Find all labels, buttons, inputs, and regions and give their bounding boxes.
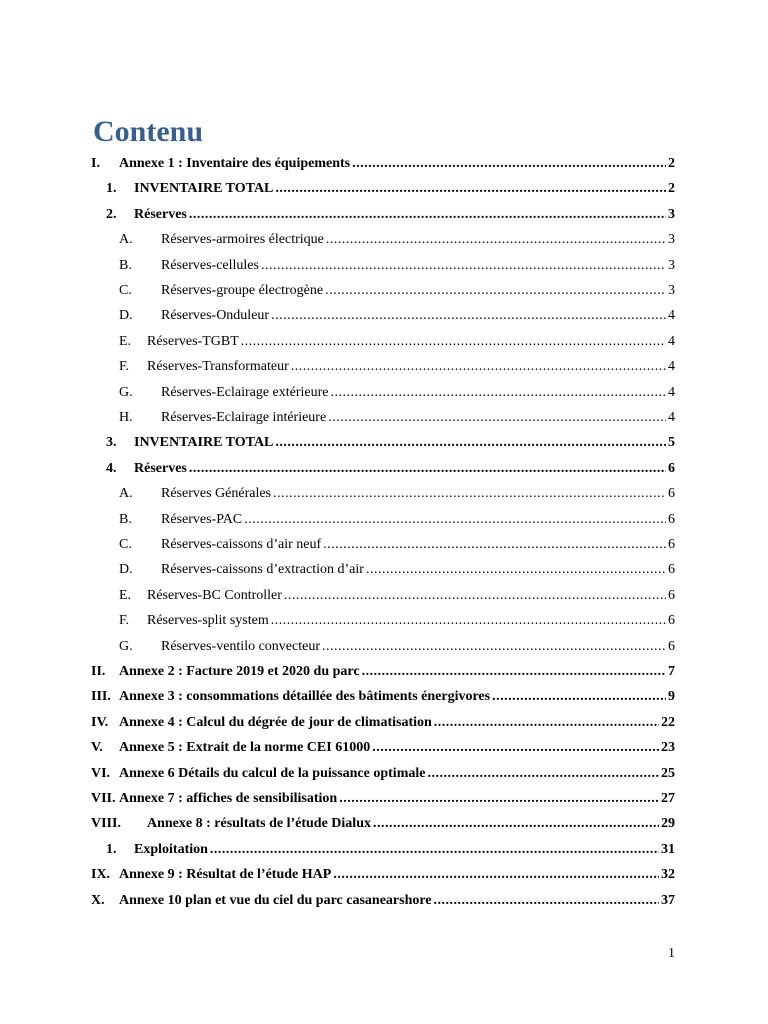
toc-entry-label: Réserves-caissons d’air neuf	[161, 537, 322, 552]
toc-entry-page: 25	[661, 765, 675, 781]
toc-entry[interactable]	[119, 352, 675, 376]
toc-entry-page: 2	[668, 156, 675, 171]
toc-entry-page: 2	[668, 181, 675, 197]
toc-entry[interactable]	[119, 403, 675, 427]
toc-entry-label: Annexe 7 : affiches de sensibilisation	[119, 791, 338, 806]
toc-entry-label: Annexe 10 plan et vue du ciel du parc casanearshore	[119, 892, 432, 908]
toc-dot-leader	[210, 841, 659, 859]
toc-dot-leader	[271, 612, 666, 630]
toc-entry-number: 3.	[106, 435, 117, 451]
toc-entry-number: G.	[119, 384, 133, 400]
toc-dot-leader	[261, 257, 666, 275]
toc-entry-number: F.	[119, 359, 130, 375]
toc-dot-leader	[366, 561, 666, 579]
toc-entry-number: 1.	[106, 841, 117, 857]
toc-entry-page: 7	[668, 664, 675, 679]
toc-entry[interactable]	[106, 454, 675, 478]
toc-entry-number: VII.	[91, 791, 116, 806]
toc-entry[interactable]	[119, 555, 675, 579]
toc-entry[interactable]	[91, 682, 675, 706]
toc-entry[interactable]	[91, 759, 675, 783]
toc-entry[interactable]	[91, 733, 675, 757]
toc-entry[interactable]	[91, 860, 675, 884]
toc-entry-label: Réserves-BC Controller	[147, 587, 282, 603]
toc-entry-page: 6	[668, 613, 675, 629]
toc-entry-number: D.	[119, 562, 133, 578]
toc-entry-label: Réserves Générales	[161, 486, 272, 502]
toc-entry-page: 6	[668, 537, 675, 552]
toc-entry-page: 6	[668, 460, 675, 476]
toc-entry-label: Exploitation	[134, 841, 208, 857]
toc-entry-number: F.	[119, 613, 130, 629]
toc-entry-label: Annexe 4 : Calcul du dégrée de jour de climatisation	[119, 714, 432, 730]
toc-entry-page: 4	[668, 410, 675, 425]
toc-entry[interactable]	[91, 809, 675, 833]
toc-entry[interactable]	[119, 327, 675, 351]
toc-entry[interactable]	[119, 632, 675, 656]
toc-entry[interactable]	[119, 606, 675, 630]
toc-entry[interactable]	[106, 835, 675, 859]
toc-dot-leader	[373, 815, 659, 833]
toc-entry-number: VI.	[91, 765, 111, 781]
toc-entry-label: Réserves-Eclairage intérieure	[161, 410, 327, 425]
toc-entry[interactable]	[119, 530, 675, 554]
toc-entry-label: INVENTAIRE TOTAL	[134, 435, 274, 451]
toc-dot-leader	[434, 714, 659, 732]
toc-entry[interactable]	[119, 378, 675, 402]
toc-entry[interactable]	[106, 428, 675, 452]
toc-entry-number: C.	[119, 537, 132, 552]
toc-dot-leader	[271, 307, 666, 325]
toc-entry-number: C.	[119, 283, 132, 298]
document-heading: Contenu	[93, 115, 204, 148]
toc-entry-page: 32	[661, 867, 675, 883]
toc-dot-leader	[328, 409, 666, 427]
toc-entry-number: VIII.	[91, 816, 121, 832]
toc-entry-number: 2.	[106, 206, 117, 222]
toc-entry[interactable]	[119, 581, 675, 605]
toc-entry-page: 4	[668, 308, 675, 324]
toc-entry-number: 1.	[106, 181, 117, 197]
toc-dot-leader	[273, 485, 666, 503]
toc-entry-label: Réserves-Onduleur	[161, 308, 270, 324]
toc-entry-number: A.	[119, 486, 133, 502]
toc-dot-leader	[284, 587, 666, 605]
toc-entry-number: III.	[91, 689, 111, 705]
toc-dot-leader	[323, 536, 666, 554]
toc-entry-label: Réserves-Transformateur	[147, 359, 289, 375]
toc-dot-leader	[362, 663, 666, 681]
toc-entry-page: 22	[661, 714, 675, 730]
toc-entry-number: H.	[119, 410, 133, 425]
toc-entry-number: 4.	[106, 460, 117, 476]
toc-entry-label: Annexe 2 : Facture 2019 et 2020 du parc	[119, 664, 360, 679]
toc-entry-page: 4	[668, 333, 675, 349]
toc-entry-label: Réserves-ventilo convecteur	[161, 638, 320, 654]
toc-entry-number: V.	[91, 740, 103, 756]
toc-dot-leader	[427, 765, 659, 783]
toc-dot-leader	[275, 180, 666, 198]
toc-entry[interactable]	[106, 174, 675, 198]
toc-entry[interactable]	[91, 149, 675, 173]
toc-entry[interactable]	[119, 505, 675, 529]
toc-entry-page: 5	[668, 435, 675, 451]
toc-entry[interactable]	[119, 301, 675, 325]
toc-entry-page: 31	[661, 841, 675, 857]
toc-entry-number: IV.	[91, 714, 109, 730]
toc-entry-page: 6	[668, 486, 675, 502]
toc-entry-label: Réserves	[134, 206, 187, 222]
toc-entry-label: Annexe 9 : Résultat de l’étude HAP	[119, 867, 332, 883]
toc-entry[interactable]	[91, 784, 675, 808]
toc-entry[interactable]	[91, 886, 675, 910]
toc-entry[interactable]	[119, 276, 675, 300]
toc-entry-page: 6	[668, 638, 675, 654]
toc-entry-label: Annexe 8 : résultats de l’étude Dialux	[147, 816, 371, 832]
toc-entry-label: Annexe 3 : consommations détaillée des bâtiments énergivores	[119, 689, 491, 705]
toc-entry-number: E.	[119, 333, 132, 349]
toc-dot-leader	[244, 511, 666, 529]
toc-dot-leader	[326, 231, 666, 249]
toc-entry-number: I.	[91, 156, 100, 171]
toc-entry-number: IX.	[91, 867, 111, 883]
toc-entry-page: 27	[661, 791, 675, 806]
toc-entry-label: Réserves-groupe électrogène	[161, 283, 324, 298]
toc-entry-page: 3	[668, 232, 675, 248]
toc-dot-leader	[189, 460, 666, 478]
toc-entry-number: D.	[119, 308, 133, 324]
toc-entry-label: Réserves-split system	[147, 613, 269, 629]
toc-dot-leader	[325, 282, 666, 300]
toc-entry-page: 6	[668, 562, 675, 578]
toc-entry-label: Annexe 5 : Extrait de la norme CEI 61000	[119, 740, 371, 756]
page-number: 1	[668, 946, 675, 961]
toc-dot-leader	[333, 866, 659, 884]
toc-entry-page: 23	[661, 740, 675, 756]
toc-entry-page: 37	[661, 892, 675, 908]
toc-dot-leader	[291, 358, 666, 376]
toc-entry-page: 3	[668, 206, 675, 222]
toc-dot-leader	[189, 206, 666, 224]
toc-dot-leader	[339, 790, 659, 808]
toc-entry-number: X.	[91, 892, 105, 908]
toc-entry-page: 3	[668, 283, 675, 298]
toc-entry-page: 9	[668, 689, 675, 705]
toc-entry-page: 3	[668, 257, 675, 273]
toc-entry-label: Réserves-TGBT	[147, 333, 239, 349]
toc-dot-leader	[492, 688, 666, 706]
toc-entry-label: Annexe 6 Détails du calcul de la puissance optimale	[119, 765, 426, 781]
toc-dot-leader	[241, 333, 666, 351]
toc-entry-page: 29	[661, 816, 675, 832]
toc-entry-page: 4	[668, 359, 675, 375]
toc-dot-leader	[322, 638, 666, 656]
toc-entry[interactable]	[119, 225, 675, 249]
toc-entry[interactable]	[119, 479, 675, 503]
toc-entry-page: 4	[668, 384, 675, 400]
toc-entry-page: 6	[668, 511, 675, 527]
toc-entry-label: Réserves-cellules	[161, 257, 259, 273]
toc-dot-leader	[372, 739, 659, 757]
toc-entry-number: B.	[119, 511, 132, 527]
toc-entry-label: Annexe 1 : Inventaire des équipements	[119, 156, 351, 171]
toc-entry-label: INVENTAIRE TOTAL	[134, 181, 274, 197]
toc-entry-label: Réserves-PAC	[161, 511, 243, 527]
toc-entry-label: Réserves	[134, 460, 187, 476]
toc-entry-label: Réserves-armoires électrique	[161, 232, 324, 248]
toc-entry[interactable]	[91, 708, 675, 732]
toc-entry-page: 6	[668, 587, 675, 603]
toc-dot-leader	[331, 384, 666, 402]
toc-entry[interactable]	[106, 200, 675, 224]
toc-dot-leader	[434, 892, 659, 910]
toc-entry-label: Réserves-caissons d’extraction d’air	[161, 562, 364, 578]
toc-entry-number: E.	[119, 587, 132, 603]
toc-entry[interactable]	[119, 251, 675, 275]
toc-dot-leader	[275, 434, 666, 452]
toc-entry-label: Réserves-Eclairage extérieure	[161, 384, 329, 400]
toc-entry-number: G.	[119, 638, 133, 654]
toc-entry-number: A.	[119, 232, 133, 248]
toc-dot-leader	[352, 155, 666, 173]
toc-entry-number: II.	[91, 664, 106, 679]
toc-entry[interactable]	[91, 657, 675, 681]
toc-entry-number: B.	[119, 257, 132, 273]
